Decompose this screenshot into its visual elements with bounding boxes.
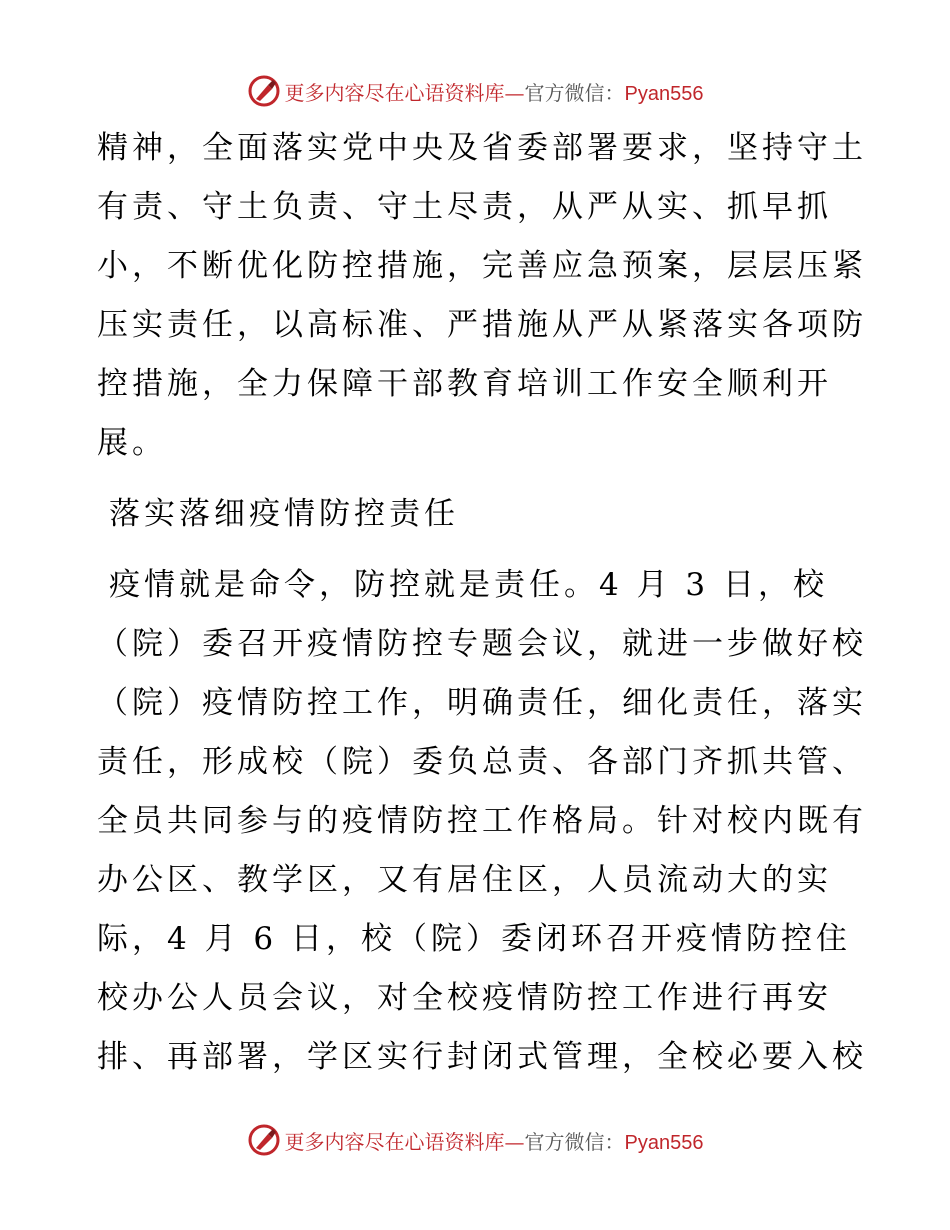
text-line: 疫情就是命令，防控就是责任。4 月 3 日，校 <box>109 567 829 603</box>
text-line: 小，不断优化防控措施，完善应急预案，层层压紧 <box>97 248 867 284</box>
text-line: 压实责任，以高标准、严措施从严从紧落实各项防 <box>97 307 867 343</box>
footer-text <box>285 1126 704 1155</box>
text-line: 责任，形成校（院）委负总责、各部门齐抓共管、 <box>97 744 867 780</box>
header-brand: 更多内容尽在心语资料库 <box>284 80 505 105</box>
pen-nib-logo-icon <box>247 1123 281 1157</box>
header-wechat-label: 官方微信： <box>524 80 625 105</box>
text-line: 展。 <box>97 425 167 461</box>
document-body <box>97 124 867 1092</box>
footer-wechat-label: 官方微信： <box>524 1129 625 1154</box>
text-line: 有责、守土负责、守土尽责，从严从实、抓早抓 <box>97 189 832 225</box>
header-text <box>285 77 704 106</box>
text-line: 控措施，全力保障干部教育培训工作安全顺利开 <box>97 366 832 402</box>
header-separator: — <box>504 80 525 105</box>
footer-account: Pyan556 <box>624 1131 704 1154</box>
pen-nib-logo-icon <box>247 74 281 108</box>
text-line: 排、再部署，学区实行封闭式管理，全校必要入校 <box>97 1039 867 1075</box>
text-line: 校办公人员会议，对全校疫情防控工作进行再安 <box>97 980 832 1016</box>
text-line: 办公区、教学区，又有居住区，人员流动大的实 <box>97 862 832 898</box>
text-line: 全员共同参与的疫情防控工作格局。针对校内既有 <box>97 803 867 839</box>
footer-brand: 更多内容尽在心语资料库 <box>284 1129 505 1154</box>
text-line: 际，4 月 6 日，校（院）委闭环召开疫情防控住 <box>97 921 852 957</box>
paragraph-1 <box>97 124 867 467</box>
text-line: （院）疫情防控工作，明确责任，细化责任，落实 <box>97 685 867 721</box>
header-account: Pyan556 <box>624 82 704 105</box>
text-line: （院）委召开疫情防控专题会议，就进一步做好校 <box>97 626 867 662</box>
footer-banner <box>0 1120 950 1160</box>
header-banner <box>0 71 950 111</box>
text-line: 精神，全面落实党中央及省委部署要求，坚持守土 <box>97 130 867 166</box>
section-heading: 落实落细疫情防控责任 <box>109 496 459 532</box>
paragraph-2 <box>97 561 867 1081</box>
footer-separator: — <box>504 1129 525 1154</box>
